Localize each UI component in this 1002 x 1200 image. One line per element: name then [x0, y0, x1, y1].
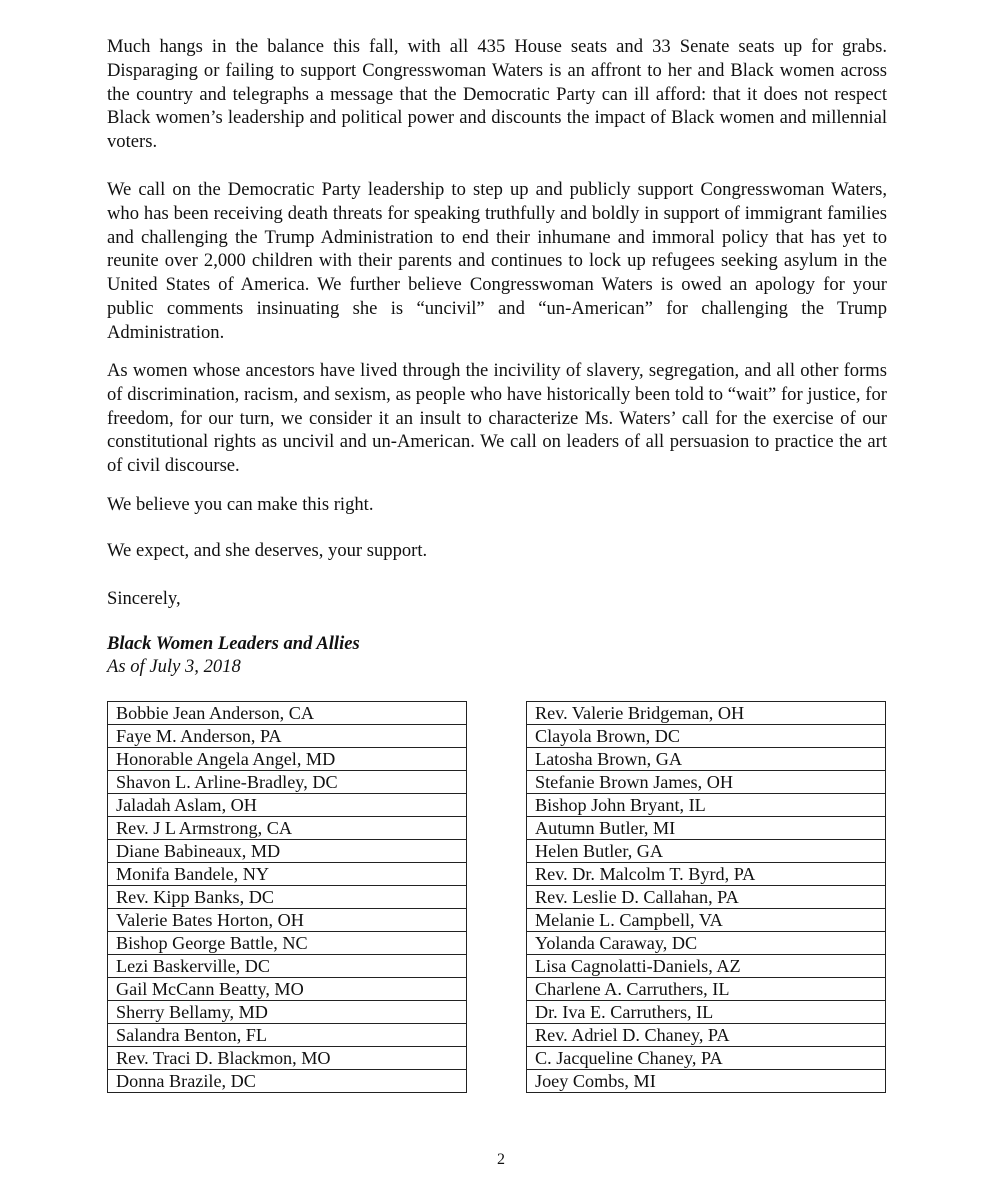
signatory-row: [108, 932, 467, 955]
signatory-row: [108, 771, 467, 794]
signatories-table-right: [526, 701, 886, 1093]
signatory-name: Melanie L. Campbell, VA: [527, 909, 886, 932]
signatory-row: [108, 1024, 467, 1047]
signatory-row: [108, 748, 467, 771]
signatory-row: [527, 955, 886, 978]
signatory-row: [527, 1001, 886, 1024]
signatory-name: Salandra Benton, FL: [108, 1024, 467, 1047]
signatory-row: [108, 909, 467, 932]
signatory-name: Shavon L. Arline-Bradley, DC: [108, 771, 467, 794]
signatory-name: Valerie Bates Horton, OH: [108, 909, 467, 932]
signatory-name: Lisa Cagnolatti-Daniels, AZ: [527, 955, 886, 978]
signatory-row: [527, 794, 886, 817]
signatory-name: Rev. Kipp Banks, DC: [108, 886, 467, 909]
signatory-name: Diane Babineaux, MD: [108, 840, 467, 863]
signatory-row: [527, 863, 886, 886]
signature-group: Black Women Leaders and Allies: [107, 633, 360, 654]
signatory-name: Rev. Traci D. Blackmon, MO: [108, 1047, 467, 1070]
signatory-row: [108, 817, 467, 840]
signatory-row: [527, 932, 886, 955]
signatory-row: [527, 771, 886, 794]
signatory-name: Lezi Baskerville, DC: [108, 955, 467, 978]
signatory-row: [527, 1070, 886, 1093]
signatory-row: [527, 817, 886, 840]
signatory-row: [108, 794, 467, 817]
signatory-row: [108, 725, 467, 748]
signatory-row: [527, 702, 886, 725]
signatory-row: [108, 702, 467, 725]
paragraph-make-right: We believe you can make this right.: [107, 494, 374, 515]
signatory-row: [108, 955, 467, 978]
signatory-name: Joey Combs, MI: [527, 1070, 886, 1093]
signatory-name: Honorable Angela Angel, MD: [108, 748, 467, 771]
signatory-row: [527, 748, 886, 771]
paragraph-stakes: Much hangs in the balance this fall, with all 435 House seats and 33 Senate seats up for grabs. Disparaging or failing to support Congresswoman Waters is an affront to her and Black women across the country and telegraphs a message that the Democratic Party can ill afford: that it does not respect Black women’s leadership and political power and discounts the impact of Black women and millennial voters.: [107, 36, 887, 153]
signatory-name: Sherry Bellamy, MD: [108, 1001, 467, 1024]
signatory-name: Rev. Leslie D. Callahan, PA: [527, 886, 886, 909]
signatory-row: [527, 886, 886, 909]
paragraph-support: We expect, and she deserves, your support.: [107, 540, 428, 561]
paragraph-call-to-action: We call on the Democratic Party leadership to step up and publicly support Congresswoman Waters, who has been receiving death threats for speaking truthfully and boldly in support of immigrant families and challenging the Trump Administration to end their inhumane and immoral policy that has yet to reunite over 2,000 children with their parents and continues to lock up refugees seeking asylum in the United States of America. We further believe Congresswoman Waters is owed an apology for your public comments insinuating she is “uncivil” and “un-American” for challenging the Trump Administration.: [107, 179, 887, 343]
signature-date: As of July 3, 2018: [107, 656, 241, 677]
signatory-name: Autumn Butler, MI: [527, 817, 886, 840]
signatory-row: [527, 1047, 886, 1070]
signatory-row: [108, 978, 467, 1001]
signatories-table-left: [107, 701, 467, 1093]
page-number: 2: [497, 1151, 505, 1168]
signatory-name: Helen Butler, GA: [527, 840, 886, 863]
signatory-name: Monifa Bandele, NY: [108, 863, 467, 886]
signatory-name: Dr. Iva E. Carruthers, IL: [527, 1001, 886, 1024]
signatory-row: [108, 840, 467, 863]
signatory-name: Bishop John Bryant, IL: [527, 794, 886, 817]
signatory-row: [108, 1047, 467, 1070]
signatory-name: Rev. Adriel D. Chaney, PA: [527, 1024, 886, 1047]
signatory-name: Rev. Valerie Bridgeman, OH: [527, 702, 886, 725]
signatory-name: C. Jacqueline Chaney, PA: [527, 1047, 886, 1070]
signatory-row: [527, 725, 886, 748]
signatory-name: Charlene A. Carruthers, IL: [527, 978, 886, 1001]
signatory-name: Gail McCann Beatty, MO: [108, 978, 467, 1001]
signatory-name: Faye M. Anderson, PA: [108, 725, 467, 748]
signatory-row: [108, 863, 467, 886]
signatory-name: Jaladah Aslam, OH: [108, 794, 467, 817]
signatory-name: Bobbie Jean Anderson, CA: [108, 702, 467, 725]
signatory-name: Bishop George Battle, NC: [108, 932, 467, 955]
signatory-name: Yolanda Caraway, DC: [527, 932, 886, 955]
signatory-row: [527, 1024, 886, 1047]
signatory-name: Latosha Brown, GA: [527, 748, 886, 771]
signatory-name: Rev. J L Armstrong, CA: [108, 817, 467, 840]
signatory-name: Rev. Dr. Malcolm T. Byrd, PA: [527, 863, 886, 886]
signatory-name: Stefanie Brown James, OH: [527, 771, 886, 794]
signatory-name: Clayola Brown, DC: [527, 725, 886, 748]
signatory-row: [527, 840, 886, 863]
signatory-row: [108, 886, 467, 909]
paragraph-ancestors: As women whose ancestors have lived through the incivility of slavery, segregation, and all other forms of discrimination, racism, and sexism, as people who have historically been told to “wait” for justice, for freedom, for our turn, we consider it an insult to characterize Ms. Waters’ call for the exercise of our constitutional rights as uncivil and un-American. We call on leaders of all persuasion to practice the art of civil discourse.: [107, 360, 887, 477]
closing-sincerely: Sincerely,: [107, 588, 181, 609]
signatory-row: [108, 1070, 467, 1093]
signatory-row: [527, 978, 886, 1001]
signatory-row: [527, 909, 886, 932]
signatory-row: [108, 1001, 467, 1024]
signatory-name: Donna Brazile, DC: [108, 1070, 467, 1093]
